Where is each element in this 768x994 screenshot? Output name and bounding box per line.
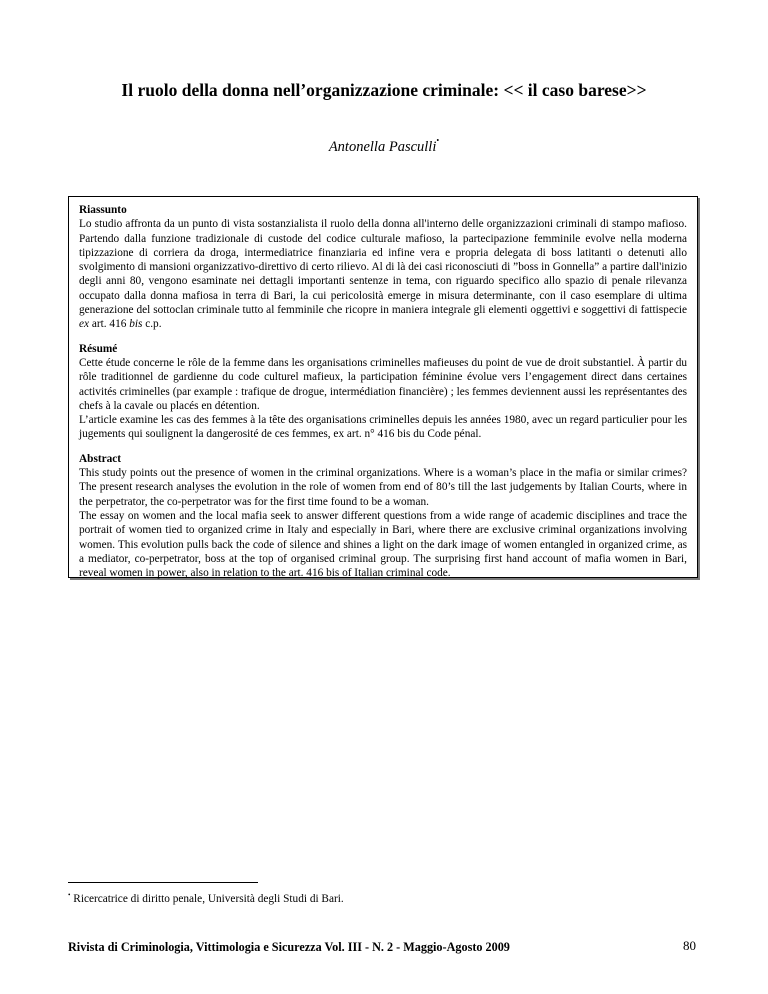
footnote [68, 891, 344, 905]
abstract-en-paragraph-1: This study points out the presence of women in the criminal organizations. Where is a woman’s place in the mafia or similar crimes? The present research analyses the evolution in the role of women from end of 80’s till the last judgements by Italian Courts, where in the perpetrator, the co-perpetrator was for the first time found to be a woman. [79, 467, 687, 508]
riassunto-heading: Riassunto [79, 204, 127, 216]
author-line [0, 138, 768, 156]
author-footnote-mark: • [436, 136, 440, 145]
footnote-divider [68, 882, 258, 883]
journal-footer: Rivista di Criminologia, Vittimologia e Sicurezza Vol. III - N. 2 - Maggio-Agosto 2009 [68, 940, 510, 954]
author-name: Antonella Pasculli [328, 138, 437, 155]
resume-section [79, 342, 687, 442]
resume-heading: Résumé [79, 342, 118, 355]
riassunto-section [79, 203, 687, 332]
abstract-en-section [79, 452, 687, 581]
abstract-en-heading: Abstract [79, 452, 122, 465]
footnote-text: Ricercatrice di diritto penale, Università degli Studi di Bari. [73, 892, 344, 905]
abstract-en-paragraph-2: The essay on women and the local mafia seek to answer different questions from a wide range of academic disciplines and trace the portrait of women tied to organized crime in Italy and especially in Bari, where there are exclusive criminal organizations involving women. This evolution pulls back the code of silence and shines a light on the dark image of women entangled in organized crime, as a mediator, co-perpetrator, boss at the top of organised criminal group. The surprising first hand account of mafia women in Bari, reveal women in power, also in relation to the art. 416 bis of Italian criminal code. [79, 509, 687, 580]
paper-title: Il ruolo della donna nell’organizzazione criminale: << il caso barese>> [121, 80, 647, 100]
resume-paragraph-2: L’article examine les cas des femmes à la tête des organisations criminelles depuis les années 1980, avec un regard particulier pour les jugements qui soulignent la dangerosité de ces femmes, ex art. n° 416 bis du Code pénal. [79, 414, 687, 441]
abstract-box [68, 196, 698, 578]
resume-paragraph-1: Cette étude concerne le rôle de la femme dans les organisations criminelles mafieuses du point de vue de droit substantiel. À partir du rôle traditionnel de gardienne du code culturel mafieux, la participation féminine évolue vers l’engagement direct dans certaines activités criminelles (par example : trafique de drogue, intermédiation financière) ; les femmes deviennent aussi les représentantes des chefs à la cavale ou placés en détention. [79, 356, 687, 412]
footnote-mark: • [68, 891, 71, 899]
page-number: 80 [683, 938, 696, 953]
riassunto-body: Lo studio affronta da un punto di vista sostanzialista il ruolo della donna all'interno delle organizzazioni criminali di stampo mafioso. Partendo dalla funzione tradizionale di custode del codice culturale mafioso, la partecipazione femminile evolve nella moderna tipizzazione di corriera da droga, intermediatrice finanziaria ed infine vera e propria delegata di boss latitanti o detenuti allo svolgimento di mansioni organizzativo-direttivo di certo rilievo. Al di là dei casi riconosciuti di ”boss in Gonnella” a partire dall'inizio degli anni 80, vengono esaminate nei dettagli importanti sentenze in tema, con riguardo specifico allo spazio di penale rilevanza occupato dalla donna mafiosa in terra di Bari, la cui pericolosità emerge in misura determinante, con il caso esemplare di ultima generazione del sottoclan criminale tutto al femminile che ricopre in maniera integrale gli elementi oggettivi e soggettivi di fattispecie ex art. 416 bis c.p. [79, 218, 687, 331]
